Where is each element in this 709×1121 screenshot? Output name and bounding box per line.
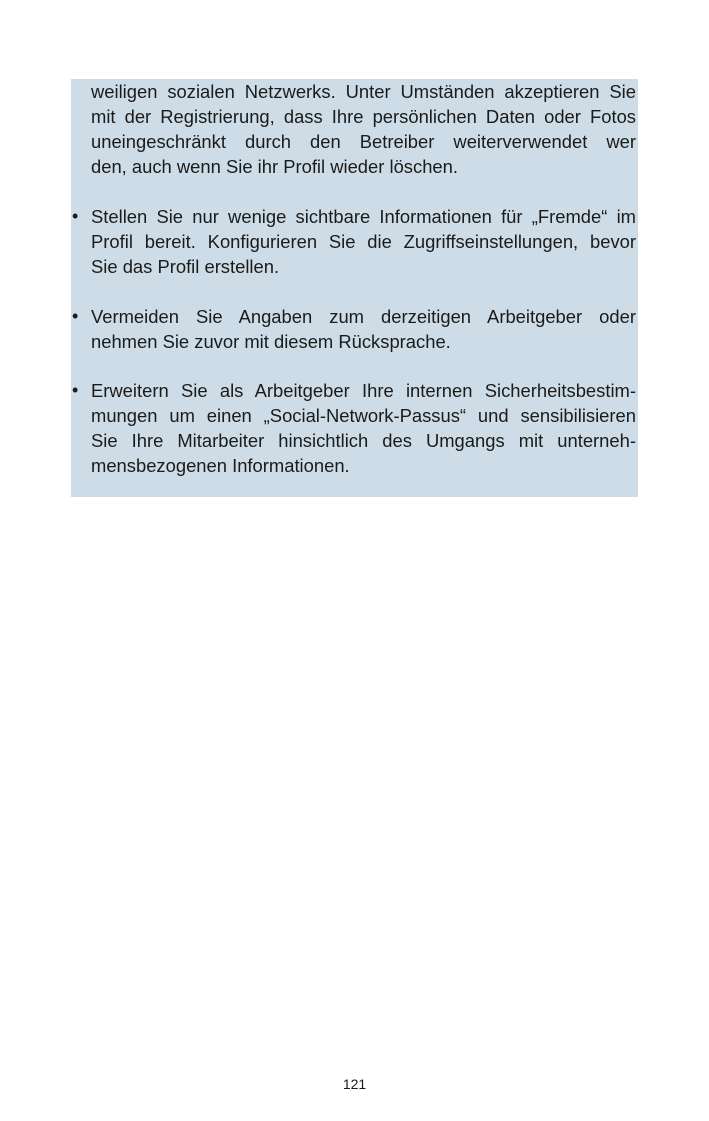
continuation-line-1: weiligen sozialen Netzwerks. Unter Umständen akzeptieren Sie	[91, 81, 636, 102]
bullet-1-line-3: Sie das Profil erstellen.	[91, 256, 280, 277]
page-number: 121	[342, 1076, 367, 1092]
continuation-line-2: mit der Registrierung, dass Ihre persönlichen Daten oder Fotos	[91, 106, 636, 127]
bullet-3-line-3: Sie Ihre Mitarbeiter hinsichtlich des Umgangs mit unterneh-	[91, 430, 636, 451]
bullet-1-line-2: Profil bereit. Konfigurieren Sie die Zugriffseinstellungen, bevor	[91, 231, 636, 252]
bullet-3-line-1: Erweitern Sie als Arbeitgeber Ihre internen Sicherheitsbestim-	[91, 380, 636, 401]
bullet-marker-2: •	[72, 306, 79, 326]
bullet-2-line-1: Vermeiden Sie Angaben zum derzeitigen Arbeitgeber oder	[91, 306, 636, 327]
continuation-line-4: den, auch wenn Sie ihr Profil wieder löschen.	[91, 156, 458, 177]
bullet-2-line-2: nehmen Sie zuvor mit diesem Rücksprache.	[91, 331, 451, 352]
bullet-marker-1: •	[72, 206, 79, 226]
bullet-marker-3: •	[72, 380, 79, 400]
bullet-3-line-4: mensbezogenen Informationen.	[91, 455, 350, 476]
bullet-1-line-1: Stellen Sie nur wenige sichtbare Informationen für „Fremde“ im	[91, 206, 636, 227]
continuation-line-3: uneingeschränkt durch den Betreiber weiterverwendet wer	[91, 131, 636, 152]
bullet-3-line-2: mungen um einen „Social-Network-Passus“ und sensibilisieren	[91, 405, 636, 426]
